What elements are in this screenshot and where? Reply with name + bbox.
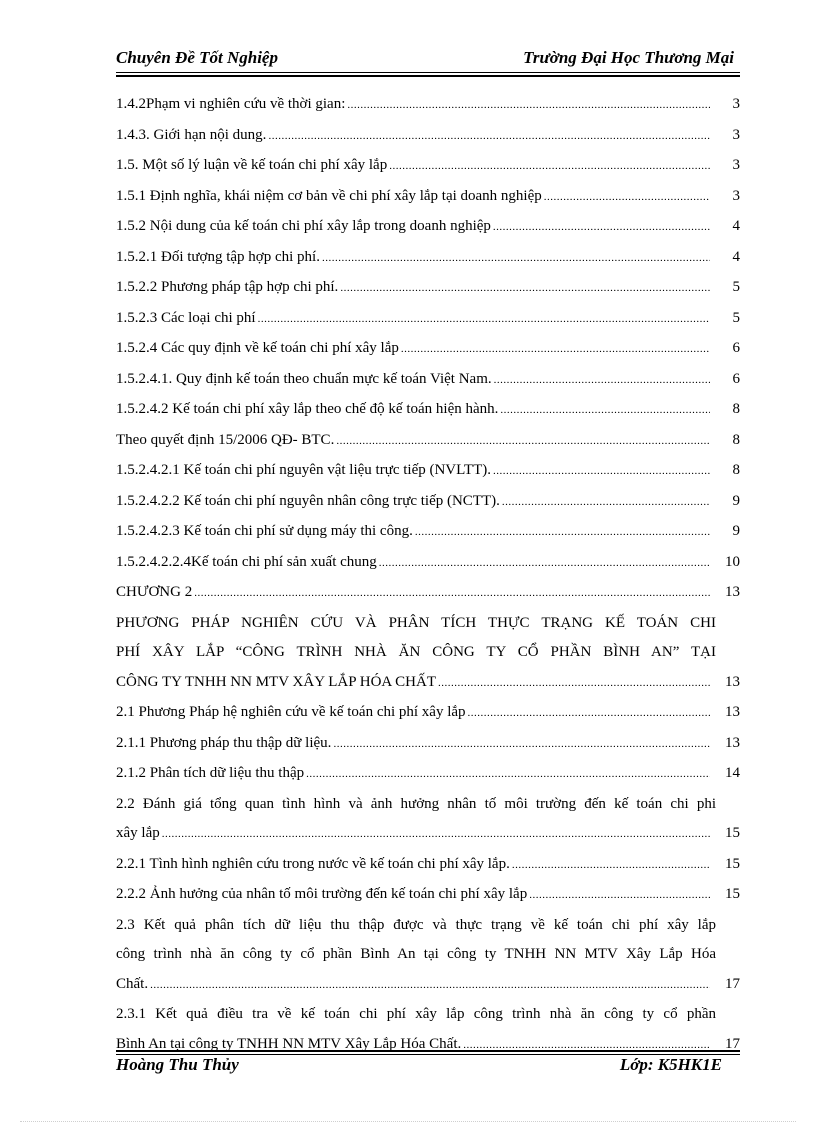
toc-entry-page: 17 (725, 975, 740, 992)
toc-entry-page: 13 (725, 704, 740, 720)
toc-leader-dots (162, 820, 710, 850)
toc-entry-page: 13 (725, 584, 740, 600)
toc-leader-dots (438, 669, 710, 699)
toc-entry[interactable] (116, 487, 740, 518)
toc-leader-dots (333, 730, 710, 760)
toc-entry-text: Chất. (116, 975, 149, 992)
page-header (116, 48, 740, 72)
toc-entry-text: 2.1 Phương Pháp hệ nghiên cứu về kế toán chi phí xây lắp (116, 704, 466, 720)
toc-entry-text-line: 2.2 Đánh giá tổng quan tình hình và ảnh hưởng nhân tố môi trường đến kế toán chi phi (116, 795, 716, 812)
toc-entry-text-line: 2.3 Kết quả phân tích dữ liệu thu thập được và thực trạng về kế toán chi phí xây lắp (116, 916, 716, 933)
toc-entry-page: 10 (725, 553, 740, 570)
toc-entry-text: 1.5.1 Định nghĩa, khái niệm cơ bản về chi phí xây lắp tại doanh nghiệp (116, 187, 542, 204)
toc-leader-dots (493, 213, 710, 243)
table-of-contents (116, 90, 740, 1060)
toc-entry-page: 3 (732, 126, 740, 143)
toc-entry-text: 1.5.2.4.2 Kế toán chi phí xây lắp theo chế độ kế toán hiện hành. (116, 401, 499, 417)
toc-entry[interactable] (116, 880, 740, 911)
toc-leader-dots (415, 518, 710, 548)
page-edge-divider (20, 1121, 796, 1122)
toc-entry-text: 1.5.2.3 Các loại chi phí (116, 309, 256, 326)
toc-entry-text: xây lắp (116, 825, 160, 841)
toc-entry[interactable] (116, 578, 740, 609)
toc-entry[interactable] (116, 273, 740, 304)
toc-leader-dots (493, 457, 710, 487)
toc-entry-page: 15 (725, 825, 740, 841)
page-footer (116, 1055, 740, 1079)
toc-entry-page: 17 (725, 1035, 740, 1052)
toc-entry-page: 15 (725, 855, 740, 872)
toc-entry[interactable] (116, 456, 740, 487)
toc-entry-text: 1.5.2.2 Phương pháp tập hợp chi phí. (116, 279, 339, 295)
toc-entry[interactable] (116, 850, 740, 881)
toc-entry[interactable] (116, 212, 740, 243)
header-university: Trường Đại Học Thương Mại (523, 48, 734, 67)
toc-entry-page: 5 (732, 309, 740, 326)
toc-entry-text: 2.2.2 Ảnh hưởng của nhân tố môi trường đến kế toán chi phí xây lắp (116, 886, 528, 902)
toc-entry-text: 1.4.2Phạm vi nghiên cứu về thời gian: (116, 96, 346, 112)
toc-leader-dots (502, 488, 710, 518)
footer-rule-thick (116, 1050, 740, 1052)
toc-entry-page: 4 (732, 218, 740, 234)
header-document-type: Chuyên Đề Tốt Nghiệp (116, 48, 278, 67)
toc-leader-dots (194, 579, 710, 609)
toc-entry-text: 1.5.2.4 Các quy định về kế toán chi phí xây lắp (116, 340, 399, 356)
toc-entry-text: 1.5.2.1 Đối tượng tập hợp chi phí. (116, 248, 320, 265)
toc-leader-dots (150, 971, 710, 1001)
toc-leader-dots (322, 244, 710, 274)
toc-entry[interactable] (116, 426, 740, 457)
toc-entry-text-line: PHÍ XÂY LẮP “CÔNG TRÌNH NHÀ ĂN CÔNG TY CỔ PHẦN BÌNH AN” TẠI (116, 644, 716, 660)
toc-entry-text: 1.5.2.4.2.2 Kế toán chi phí nguyên nhân công trực tiếp (NCTT). (116, 492, 500, 509)
toc-entry-text: 2.2.1 Tình hình nghiên cứu trong nước về kế toán chi phí xây lắp. (116, 855, 510, 872)
toc-entry[interactable] (116, 304, 740, 335)
toc-entry[interactable] (116, 548, 740, 579)
toc-entry-page: 6 (732, 370, 740, 387)
toc-entry[interactable] (116, 182, 740, 213)
toc-entry[interactable] (116, 759, 740, 790)
toc-entry[interactable] (116, 334, 740, 365)
footer-class: Lớp: K5HK1E (619, 1055, 722, 1074)
toc-leader-dots (336, 427, 710, 457)
toc-entry-multiline[interactable] (116, 609, 740, 699)
toc-entry-text: 2.1.2 Phân tích dữ liệu thu thập (116, 765, 305, 781)
toc-entry-page: 9 (732, 523, 740, 539)
toc-entry[interactable] (116, 698, 740, 729)
header-rule (116, 72, 740, 73)
toc-entry-text: 1.5.2.4.2.1 Kế toán chi phí nguyên vật liệu trực tiếp (NVLTT). (116, 462, 491, 478)
toc-leader-dots (268, 122, 710, 152)
toc-entry-text: 1.5. Một số lý luận về kế toán chi phí xây lắp (116, 157, 388, 173)
toc-entry-page: 3 (732, 96, 740, 112)
footer-author: Hoàng Thu Thủy (116, 1055, 239, 1074)
toc-entry-text-line: PHƯƠNG PHÁP NGHIÊN CỨU VÀ PHÂN TÍCH THỰC TRẠNG KẾ TOÁN CHI (116, 614, 716, 631)
toc-leader-dots (379, 549, 710, 579)
toc-entry-text: CÔNG TY TNHH NN MTV XÂY LẮP HÓA CHẤT (116, 673, 437, 690)
toc-entry[interactable] (116, 517, 740, 548)
toc-entry-page: 6 (732, 340, 740, 356)
toc-leader-dots (512, 851, 710, 881)
toc-entry-page: 13 (725, 673, 740, 690)
toc-entry-multiline[interactable] (116, 790, 740, 850)
toc-entry[interactable] (116, 243, 740, 274)
toc-entry-text: 2.1.1 Phương pháp thu thập dữ liệu. (116, 734, 332, 751)
toc-entry-page: 3 (732, 187, 740, 204)
toc-leader-dots (468, 699, 710, 729)
toc-entry-page: 14 (725, 765, 740, 781)
toc-leader-dots (340, 274, 710, 304)
toc-leader-dots (500, 396, 710, 426)
toc-entry-page: 13 (725, 734, 740, 751)
toc-entry-page: 5 (732, 279, 740, 295)
toc-leader-dots (494, 366, 710, 396)
toc-entry-text: Theo quyết định 15/2006 QĐ- BTC. (116, 431, 335, 448)
toc-leader-dots (389, 152, 710, 182)
toc-entry-page: 15 (725, 886, 740, 902)
toc-entry[interactable] (116, 729, 740, 760)
toc-entry[interactable] (116, 151, 740, 182)
toc-entry-text: 1.5.2.4.1. Quy định kế toán theo chuẩn mực kế toán Việt Nam. (116, 370, 492, 387)
toc-entry-page: 8 (732, 401, 740, 417)
toc-entry-page: 9 (732, 492, 740, 509)
toc-entry-page: 3 (732, 157, 740, 173)
toc-entry-page: 8 (732, 462, 740, 478)
toc-entry[interactable] (116, 90, 740, 121)
toc-entry-text: 1.5.2 Nội dung của kế toán chi phí xây lắp trong doanh nghiệp (116, 218, 491, 234)
toc-entry-text: CHƯƠNG 2 (116, 584, 193, 600)
toc-entry-text: 1.5.2.4.2.2.4Kế toán chi phí sản xuất chung (116, 553, 377, 570)
header-rule-thick (116, 75, 740, 77)
toc-leader-dots (306, 760, 710, 790)
toc-leader-dots (529, 881, 710, 911)
toc-entry-multiline[interactable] (116, 911, 740, 1001)
toc-entry-text: Bình An tại công ty TNHH NN MTV Xây Lắp Hóa Chất. (116, 1035, 462, 1052)
toc-entry[interactable] (116, 365, 740, 396)
toc-entry[interactable] (116, 395, 740, 426)
toc-leader-dots (544, 183, 710, 213)
toc-entry-text-line: 2.3.1 Kết quả điều tra về kế toán chi phí xây lắp công trình nhà ăn công ty cổ phần (116, 1006, 716, 1022)
toc-leader-dots (401, 335, 710, 365)
toc-leader-dots (347, 91, 710, 121)
toc-entry[interactable] (116, 121, 740, 152)
toc-leader-dots (258, 305, 710, 335)
toc-entry-page: 8 (732, 431, 740, 448)
toc-entry-page: 4 (732, 248, 740, 265)
toc-entry-text: 1.5.2.4.2.3 Kế toán chi phí sử dụng máy thi công. (116, 523, 413, 539)
toc-entry-text-line: công trình nhà ăn công ty cổ phần Bình An tại công ty TNHH NN MTV Xây Lắp Hóa (116, 946, 716, 962)
toc-entry-text: 1.4.3. Giới hạn nội dung. (116, 126, 267, 143)
